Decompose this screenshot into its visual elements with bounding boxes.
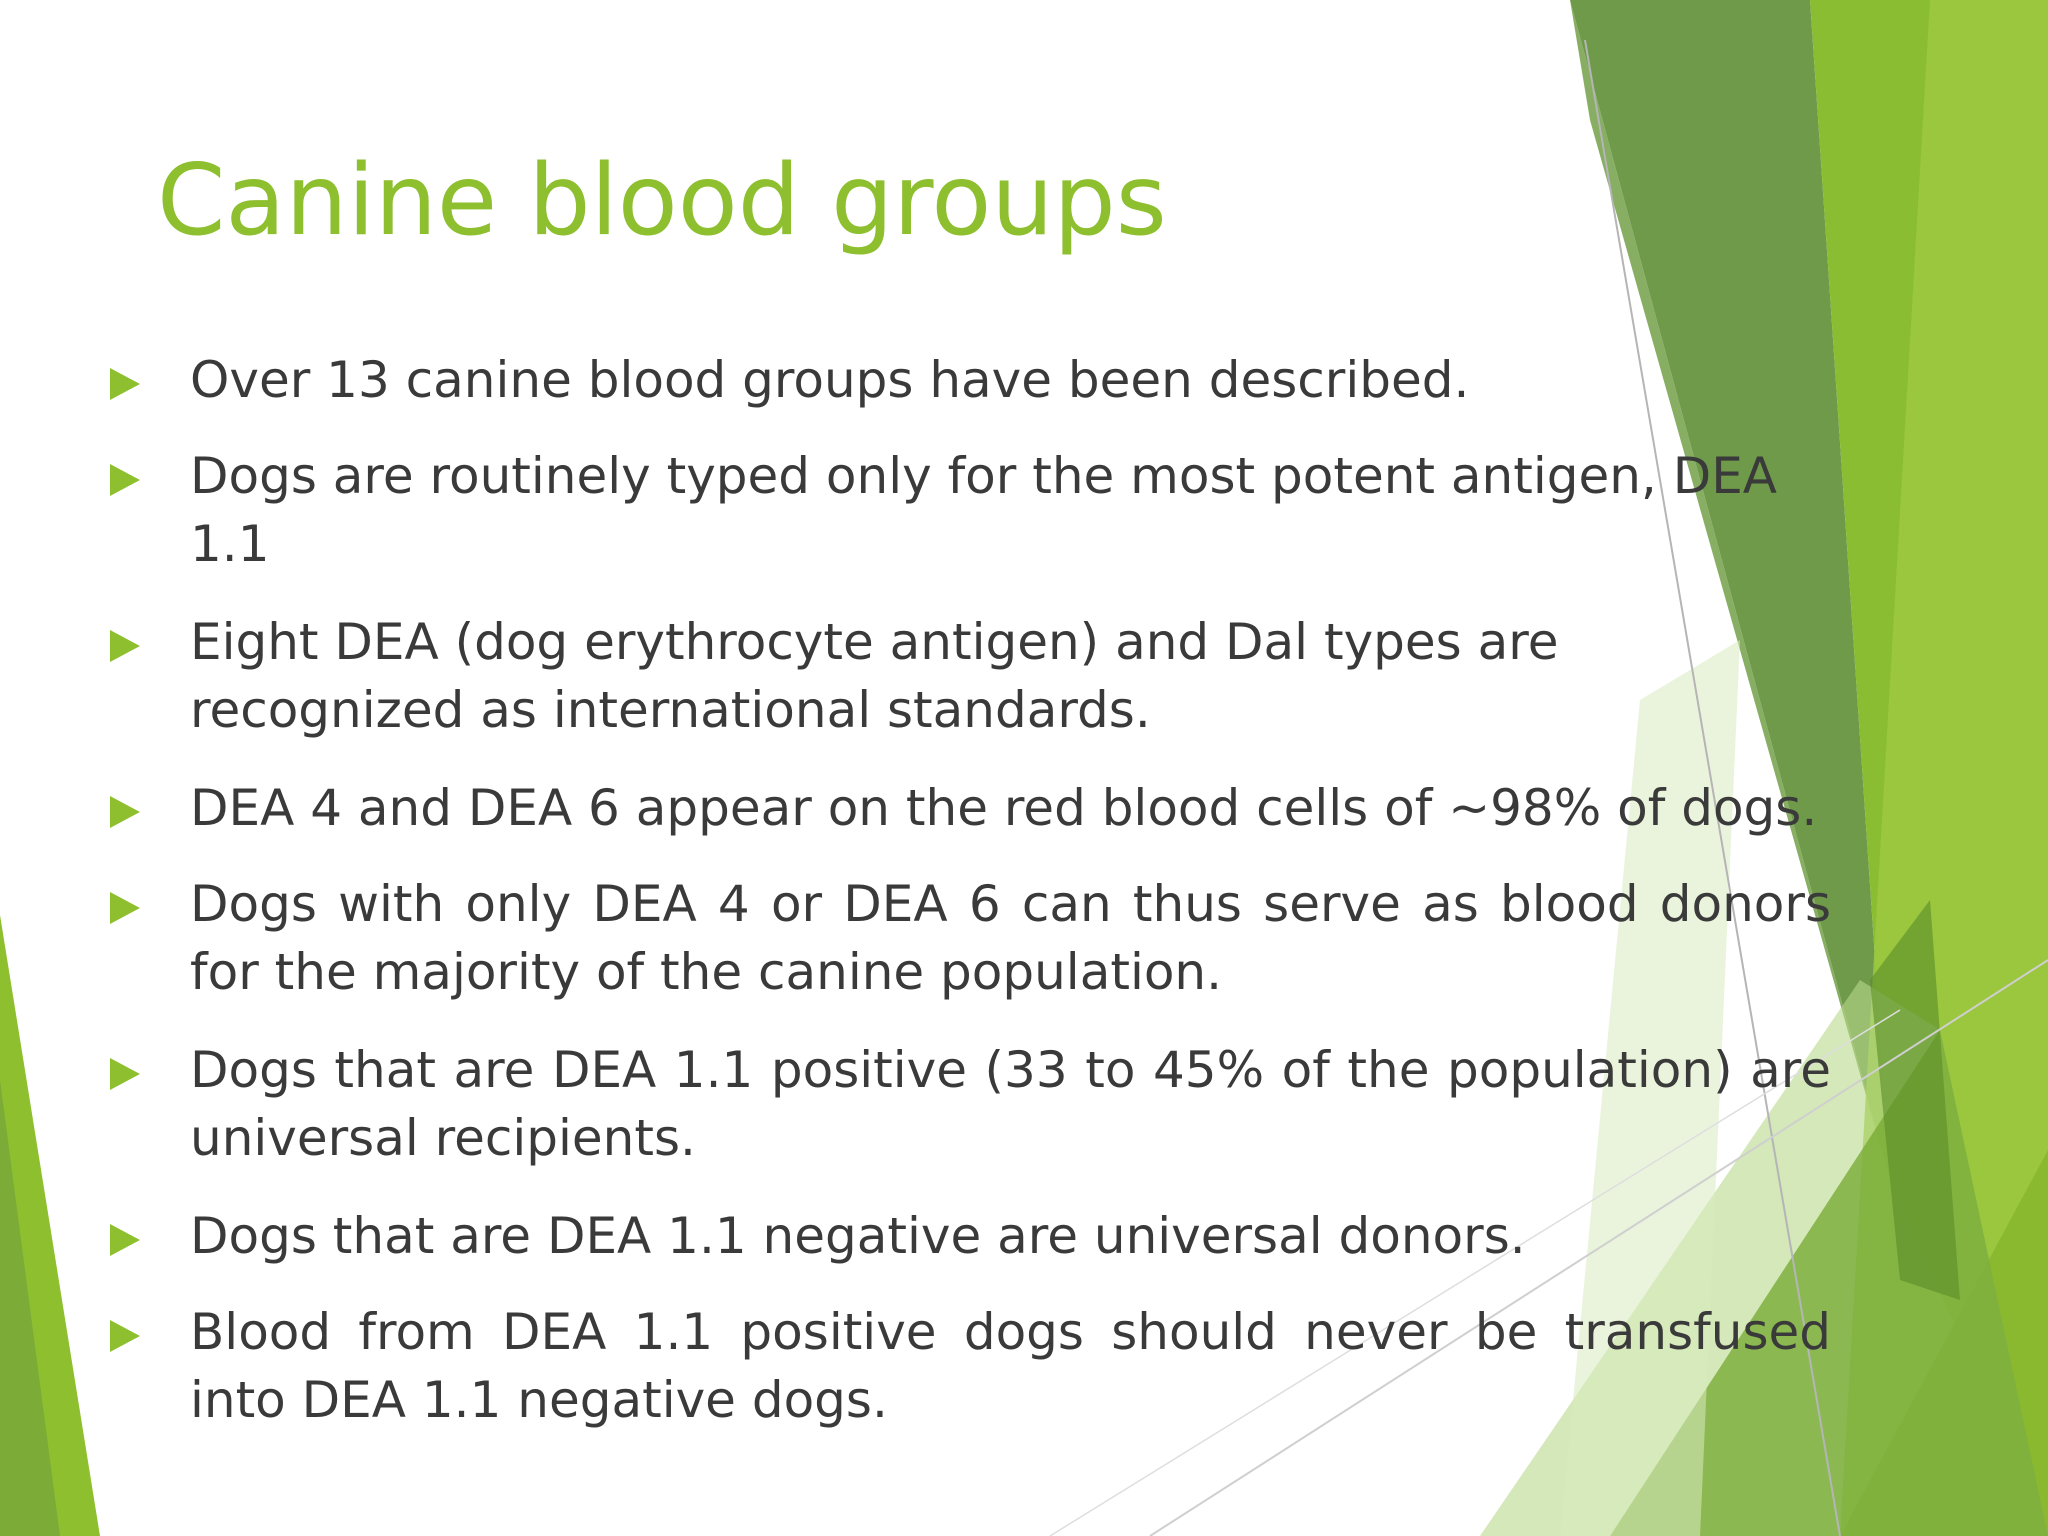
list-item bbox=[106, 1298, 1831, 1434]
list-item bbox=[106, 870, 1831, 1006]
bullet-text: Eight DEA (dog erythrocyte antigen) and Dal types are recognized as international standards. bbox=[190, 613, 1559, 739]
bullet-text: Dogs that are DEA 1.1 positive (33 to 45% of the population) are universal recipients. bbox=[190, 1041, 1831, 1167]
bullet-text: Over 13 canine blood groups have been described. bbox=[190, 351, 1470, 409]
list-item bbox=[106, 346, 1831, 414]
list-item bbox=[106, 774, 1831, 842]
triangle-right-icon bbox=[110, 464, 140, 496]
slide-title: Canine blood groups bbox=[157, 144, 1167, 258]
triangle-right-icon bbox=[110, 796, 140, 828]
bullet-text: Blood from DEA 1.1 positive dogs should never be transfused into DEA 1.1 negative dogs. bbox=[190, 1303, 1831, 1429]
list-item bbox=[106, 442, 1831, 578]
bullet-text: Dogs that are DEA 1.1 negative are universal donors. bbox=[190, 1207, 1526, 1265]
triangle-right-icon bbox=[110, 630, 140, 662]
list-item bbox=[106, 1202, 1831, 1270]
triangle-right-icon bbox=[110, 368, 140, 400]
triangle-right-icon bbox=[110, 1224, 140, 1256]
list-item bbox=[106, 608, 1831, 744]
bullet-text: Dogs with only DEA 4 or DEA 6 can thus serve as blood donors for the majority of the canine population. bbox=[190, 875, 1831, 1001]
triangle-right-icon bbox=[110, 892, 140, 924]
list-item bbox=[106, 1036, 1831, 1172]
triangle-right-icon bbox=[110, 1320, 140, 1352]
bullet-text: DEA 4 and DEA 6 appear on the red blood cells of ~98% of dogs. bbox=[190, 779, 1818, 837]
bullet-text: Dogs are routinely typed only for the most potent antigen, DEA 1.1 bbox=[190, 447, 1777, 573]
triangle-right-icon bbox=[110, 1058, 140, 1090]
